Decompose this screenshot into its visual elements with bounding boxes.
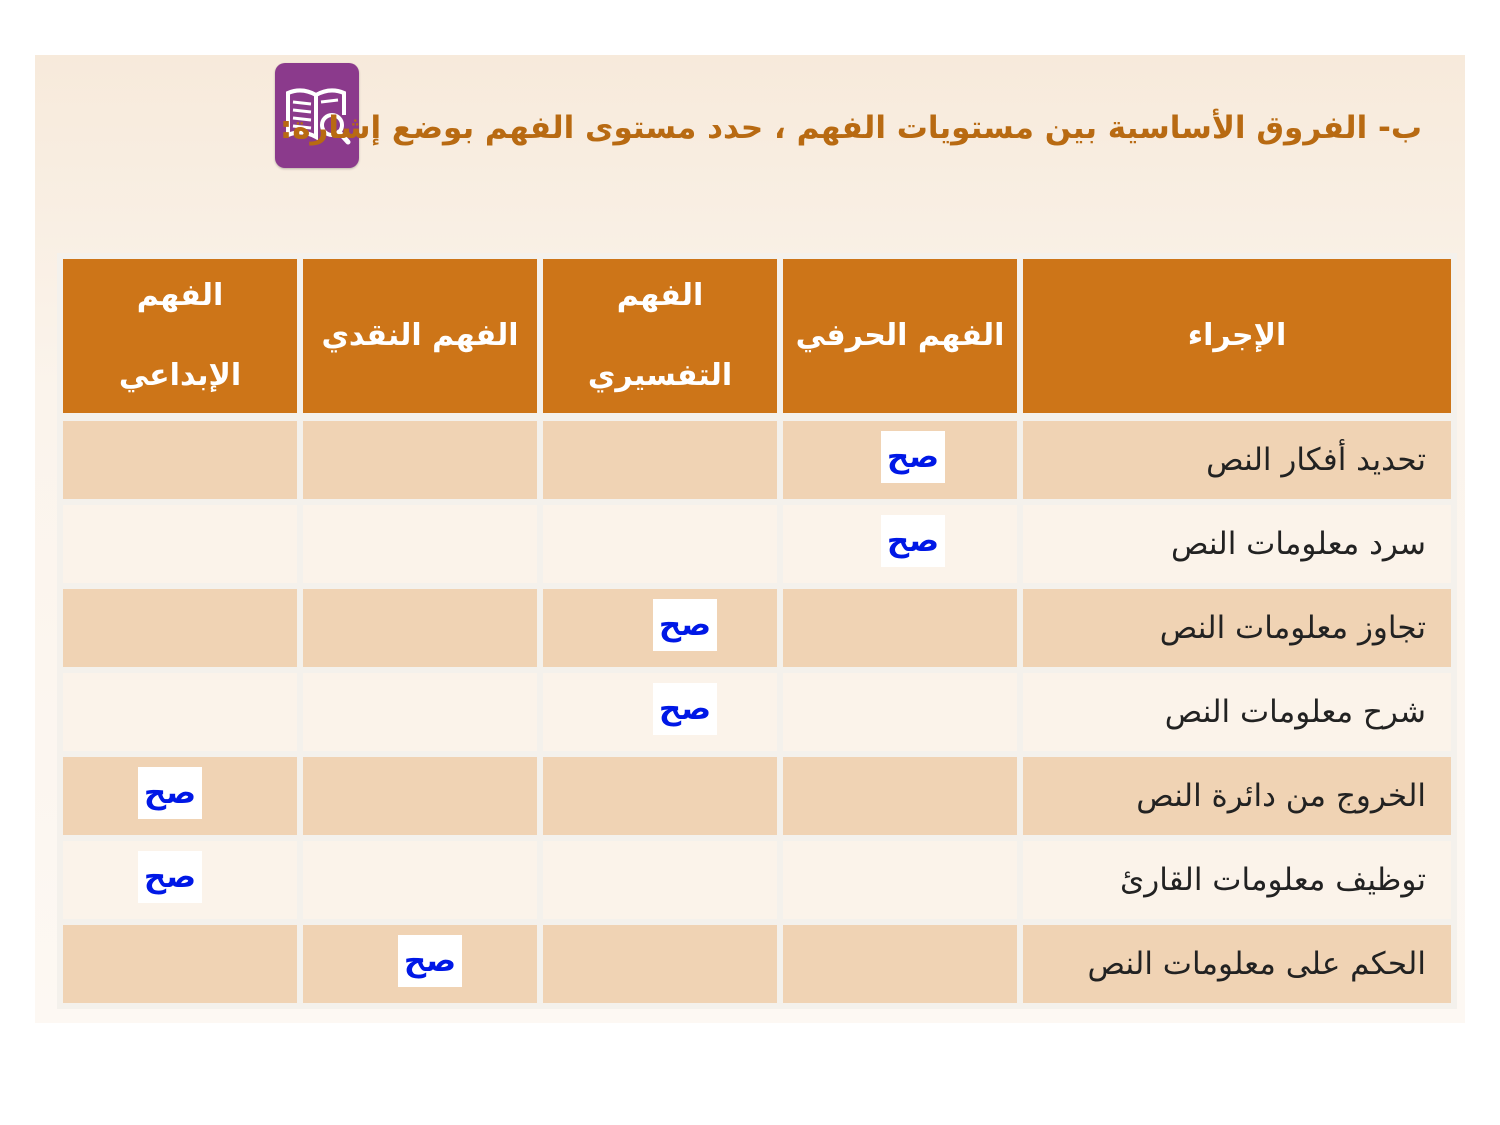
table-cell[interactable] [783,673,1017,751]
table-cell[interactable] [63,421,297,499]
table-cell[interactable] [303,841,537,919]
table-cell[interactable] [303,421,537,499]
column-header-line2: التفسيري [587,358,733,393]
check-mark: صح [881,431,945,483]
column-header-line1: الفهم [616,278,704,313]
column-header-line1: الفهم [136,278,224,313]
comprehension-table [57,253,1457,1009]
procedure-label: شرح معلومات النص [1164,694,1426,730]
table-cell[interactable] [63,925,297,1003]
check-mark: صح [653,599,717,651]
table-cell[interactable] [303,505,537,583]
procedure-cell [1023,757,1451,835]
column-header-line1: الفهم النقدي [321,318,519,353]
table-cell[interactable] [303,757,537,835]
check-mark: صح [398,935,462,987]
table-cell[interactable] [783,925,1017,1003]
column-header-line2: الإبداعي [118,358,242,393]
table-cell[interactable] [543,925,777,1003]
procedure-cell [1023,589,1451,667]
check-mark: صح [138,851,202,903]
check-mark: صح [881,515,945,567]
column-header-0 [1023,259,1451,413]
table-cell[interactable] [783,589,1017,667]
procedure-label: تجاوز معلومات النص [1159,610,1426,646]
procedure-cell [1023,673,1451,751]
column-header-2 [543,259,777,413]
column-header-line1: الفهم الحرفي [795,318,1005,353]
column-header-4 [63,259,297,413]
table-cell[interactable] [303,673,537,751]
procedure-cell [1023,505,1451,583]
table-cell[interactable] [543,757,777,835]
procedure-cell [1023,841,1451,919]
table-cell[interactable] [543,841,777,919]
column-header-line1: الإجراء [1187,318,1287,353]
procedure-cell [1023,925,1451,1003]
table-cell[interactable] [63,505,297,583]
column-header-1 [783,259,1017,413]
check-mark: صح [138,767,202,819]
table-cell[interactable] [543,421,777,499]
check-mark: صح [653,683,717,735]
table-cell[interactable] [543,505,777,583]
table-cell[interactable] [303,589,537,667]
table-cell[interactable] [63,673,297,751]
procedure-label: تحديد أفكار النص [1206,442,1426,478]
procedure-label: الحكم على معلومات النص [1087,946,1426,982]
table-cell[interactable] [63,589,297,667]
table-cell[interactable] [783,757,1017,835]
column-header-3 [303,259,537,413]
procedure-label: سرد معلومات النص [1170,526,1426,562]
procedure-cell [1023,421,1451,499]
exercise-title: ب- الفروق الأساسية بين مستويات الفهم ، حدد مستوى الفهم بوضع إشارة: [279,110,1422,146]
procedure-label: الخروج من دائرة النص [1136,778,1426,814]
procedure-label: توظيف معلومات القارئ [1120,862,1426,898]
table-cell[interactable] [783,841,1017,919]
